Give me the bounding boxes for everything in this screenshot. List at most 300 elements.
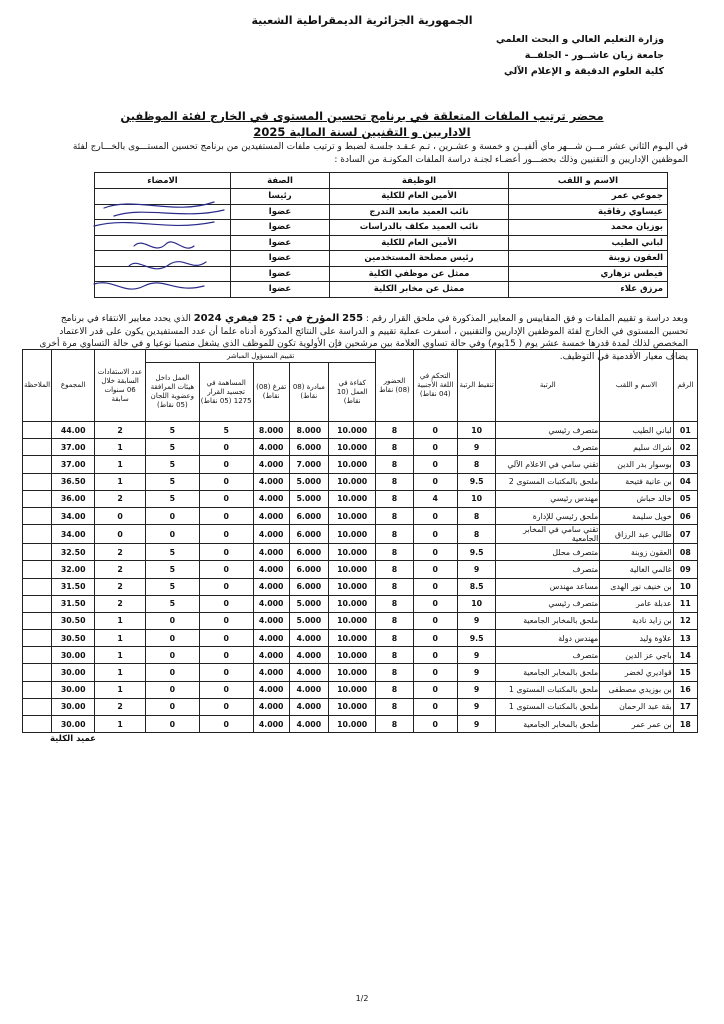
document-title [0,108,724,140]
row-total: 34.00 [52,507,95,524]
row-competence: 10.000 [329,647,376,664]
row-initiative: 6.000 [289,544,328,561]
row-total: 37.00 [52,439,95,456]
row-previous: 1 [95,456,146,473]
institution-header [424,32,664,80]
committee-member-role: عضوا [231,266,330,282]
row-contribution: 0 [199,544,253,561]
row-previous: 2 [95,698,146,715]
table-row [23,681,698,698]
header-committees: العمل داخل هيئات المرافقة وعضوية اللجان (05 نقاط) [146,363,200,422]
row-contribution: 0 [199,507,253,524]
row-contribution: 0 [199,612,253,629]
row-dedication: 4.000 [253,525,289,544]
row-language: 0 [413,630,457,647]
row-committees: 5 [146,595,200,612]
row-attendance: 8 [376,456,413,473]
table-row [23,507,698,524]
row-language: 0 [413,507,457,524]
committee-member-function: الأمين العام للكلية [330,235,509,251]
committee-row [95,220,668,236]
row-rank: متصرف [496,647,600,664]
row-note [23,561,52,578]
committee-row [95,235,668,251]
row-name: علاوة وليد [600,630,673,647]
row-rank: مهندس دولة [496,630,600,647]
row-total: 31.50 [52,578,95,595]
row-total: 37.00 [52,456,95,473]
committee-member-name: جموعي عمر [509,189,668,205]
row-num: 01 [673,422,697,439]
table-row [23,490,698,507]
row-language: 0 [413,456,457,473]
table-row [23,561,698,578]
row-initiative: 4.000 [289,664,328,681]
committee-member-function: نائب العميد مابعد التدرج [330,204,509,220]
row-rank: ملحق بالمكتبات المستوى 1 [496,698,600,715]
row-total: 31.50 [52,595,95,612]
row-language: 0 [413,578,457,595]
row-rank: تقني سامي في المخابر الجامعية [496,525,600,544]
row-competence: 10.000 [329,716,376,733]
row-rank: متصرف [496,561,600,578]
row-language: 0 [413,525,457,544]
committee-member-name: لباني الطيب [509,235,668,251]
row-num: 15 [673,664,697,681]
row-name: العقون زوبنة [600,544,673,561]
row-previous: 1 [95,664,146,681]
row-previous: 2 [95,578,146,595]
row-total: 32.00 [52,561,95,578]
row-committees: 0 [146,525,200,544]
row-num: 08 [673,544,697,561]
row-previous: 1 [95,647,146,664]
header-num: الرقم [673,350,697,422]
committee-member-role: عضوا [231,251,330,267]
row-rank-grade: 8 [457,525,496,544]
row-competence: 10.000 [329,595,376,612]
header-total: المجموع [52,350,95,422]
row-note [23,507,52,524]
committee-table [94,172,668,298]
row-attendance: 8 [376,525,413,544]
row-previous: 1 [95,612,146,629]
committee-member-name: العقون زوبنة [509,251,668,267]
row-contribution: 0 [199,490,253,507]
row-rank-grade: 9 [457,612,496,629]
row-contribution: 0 [199,698,253,715]
row-name: بقة عبد الرحمان [600,698,673,715]
row-committees: 5 [146,544,200,561]
row-committees: 5 [146,561,200,578]
row-rank: متصرف [496,439,600,456]
row-competence: 10.000 [329,698,376,715]
row-language: 0 [413,561,457,578]
row-initiative: 5.000 [289,473,328,490]
row-language: 0 [413,716,457,733]
row-num: 13 [673,630,697,647]
row-name: قواديري لخضر [600,664,673,681]
row-committees: 0 [146,630,200,647]
row-num: 10 [673,578,697,595]
row-dedication: 4.000 [253,578,289,595]
header-contribution: المساهمة في تجسيد القرار 1275 (05 نقاط) [199,363,253,422]
committee-row [95,266,668,282]
row-num: 06 [673,507,697,524]
page-number: 1/2 [355,994,369,1003]
decision-date: 25 فيفري 2024 [193,313,276,324]
row-total: 30.00 [52,698,95,715]
header-notes: الملاحظة [23,350,52,422]
row-attendance: 8 [376,595,413,612]
row-note [23,595,52,612]
row-committees: 5 [146,422,200,439]
row-committees: 5 [146,490,200,507]
row-attendance: 8 [376,561,413,578]
row-attendance: 8 [376,439,413,456]
row-language: 0 [413,647,457,664]
row-competence: 10.000 [329,525,376,544]
committee-member-role: عضوا [231,204,330,220]
row-attendance: 8 [376,664,413,681]
row-rank-grade: 9 [457,698,496,715]
row-note [23,664,52,681]
row-previous: 2 [95,422,146,439]
committee-row [95,189,668,205]
row-previous: 2 [95,595,146,612]
row-rank-grade: 9 [457,647,496,664]
row-attendance: 8 [376,716,413,733]
row-initiative: 4.000 [289,716,328,733]
table-row [23,664,698,681]
row-initiative: 5.000 [289,595,328,612]
row-dedication: 4.000 [253,473,289,490]
table-row [23,612,698,629]
row-total: 30.00 [52,647,95,664]
row-num: 07 [673,525,697,544]
row-committees: 5 [146,439,200,456]
row-language: 4 [413,490,457,507]
row-total: 44.00 [52,422,95,439]
row-initiative: 6.000 [289,507,328,524]
row-name: بن عمر عمر [600,716,673,733]
row-note [23,439,52,456]
row-rank-grade: 9.5 [457,473,496,490]
row-note [23,525,52,544]
results-table [22,349,698,733]
committee-member-role: عضوا [231,235,330,251]
row-dedication: 4.000 [253,507,289,524]
row-rank-grade: 9.5 [457,544,496,561]
row-name: باجي عز الدين [600,647,673,664]
row-language: 0 [413,681,457,698]
row-dedication: 4.000 [253,716,289,733]
row-rank: ملحق بالمكتبات المستوى 1 [496,681,600,698]
row-name: خويل سليمة [600,507,673,524]
row-name: طالبي عبد الرزاق [600,525,673,544]
table-row [23,422,698,439]
row-rank: ملحق رئيسي للإدارة [496,507,600,524]
committee-member-role: عضوا [231,220,330,236]
row-total: 30.50 [52,612,95,629]
row-committees: 5 [146,578,200,595]
row-competence: 10.000 [329,681,376,698]
row-note [23,698,52,715]
row-num: 09 [673,561,697,578]
row-dedication: 4.000 [253,595,289,612]
row-rank-grade: 9 [457,681,496,698]
row-attendance: 8 [376,422,413,439]
row-language: 0 [413,473,457,490]
row-dedication: 4.000 [253,439,289,456]
row-dedication: 4.000 [253,612,289,629]
committee-header-name: الاسم و اللقب [509,173,668,189]
row-num: 03 [673,456,697,473]
row-initiative: 7.000 [289,456,328,473]
committee-member-function: الأمين العام للكلية [330,189,509,205]
row-initiative: 6.000 [289,525,328,544]
row-contribution: 0 [199,561,253,578]
row-name: بن بوزيدي مصطفى [600,681,673,698]
row-previous: 1 [95,681,146,698]
row-rank: ملحق بالمخابر الجامعية [496,716,600,733]
table-row [23,647,698,664]
row-rank: مهندس رئيسي [496,490,600,507]
row-rank-grade: 8.5 [457,578,496,595]
table-row [23,698,698,715]
row-name: عدبلة عامر [600,595,673,612]
committee-member-name: مرزق علاء [509,282,668,298]
row-total: 30.00 [52,681,95,698]
row-competence: 10.000 [329,507,376,524]
row-name: غالمي الغالية [600,561,673,578]
row-contribution: 0 [199,456,253,473]
row-language: 0 [413,664,457,681]
row-committees: 0 [146,507,200,524]
row-language: 0 [413,698,457,715]
row-contribution: 0 [199,439,253,456]
row-language: 0 [413,439,457,456]
row-rank-grade: 10 [457,490,496,507]
results-body [23,422,698,733]
row-rank: ملحق بالمخابر الجامعية [496,664,600,681]
row-total: 30.00 [52,664,95,681]
row-previous: 2 [95,561,146,578]
row-committees: 5 [146,473,200,490]
row-rank-grade: 9 [457,716,496,733]
row-initiative: 5.000 [289,612,328,629]
committee-member-role: رئيسا [231,189,330,205]
row-num: 11 [673,595,697,612]
row-rank: ملحق بالمكتبات المستوى 2 [496,473,600,490]
republic-header: الجمهورية الجزائرية الديمقراطية الشعبية [251,14,473,27]
row-total: 30.50 [52,630,95,647]
ministry-name: وزارة التعليم العالي و البحث العلمي [496,34,664,45]
committee-member-name: بوزيان محمد [509,220,668,236]
committee-header-signature: الامضاء [95,173,231,189]
row-initiative: 4.000 [289,647,328,664]
row-rank-grade: 9.5 [457,630,496,647]
committee-member-role: عضوا [231,282,330,298]
row-rank: مساعد مهندس [496,578,600,595]
row-attendance: 8 [376,473,413,490]
row-contribution: 0 [199,525,253,544]
row-total: 30.00 [52,716,95,733]
header-previous: عدد الاستفادات السابقة خلال 06 سنوات سابقة [95,350,146,422]
row-competence: 10.000 [329,422,376,439]
row-committees: 0 [146,681,200,698]
header-competence: كفاءة في العمل (10 نقاط) [329,363,376,422]
row-previous: 2 [95,544,146,561]
row-contribution: 5 [199,422,253,439]
row-note [23,647,52,664]
row-rank-grade: 9 [457,664,496,681]
header-attendance: الحضور (08) نقاط [376,350,413,422]
row-competence: 10.000 [329,544,376,561]
table-row [23,439,698,456]
row-committees: 0 [146,698,200,715]
row-contribution: 0 [199,473,253,490]
row-previous: 2 [95,490,146,507]
row-dedication: 4.000 [253,698,289,715]
row-committees: 0 [146,647,200,664]
row-initiative: 6.000 [289,561,328,578]
row-dedication: 4.000 [253,561,289,578]
row-initiative: 4.000 [289,681,328,698]
table-row [23,456,698,473]
row-initiative: 8.000 [289,422,328,439]
table-row [23,578,698,595]
committee-row [95,251,668,267]
row-note [23,422,52,439]
committee-member-name: فيطس تزهاري [509,266,668,282]
committee-member-function: ممثل عن موظفي الكلية [330,266,509,282]
row-attendance: 8 [376,507,413,524]
row-competence: 10.000 [329,664,376,681]
row-previous: 1 [95,473,146,490]
row-num: 17 [673,698,697,715]
row-attendance: 8 [376,578,413,595]
row-attendance: 8 [376,647,413,664]
committee-member-signature [95,220,231,236]
row-attendance: 8 [376,681,413,698]
header-initiative: مبادرة (08 نقاط) [289,363,328,422]
committee-member-function: نائب العميد مكلف بالدراسات [330,220,509,236]
row-previous: 1 [95,630,146,647]
row-note [23,630,52,647]
committee-member-signature [95,266,231,282]
row-rank-grade: 9 [457,561,496,578]
row-dedication: 4.000 [253,490,289,507]
header-language: التحكم في اللغة الأجنبية (04 نقاط) [413,350,457,422]
decision-number: 255 [342,313,364,324]
results-header-row-1 [23,350,698,363]
committee-member-signature [95,189,231,205]
row-dedication: 4.000 [253,630,289,647]
header-supervisor: تقييم المسؤول المباشر [146,350,376,363]
intro-paragraph: في اليـوم الثاني عشر مـــن شـــهر ماي ألفيــن و خمسة و عشـرين ، تـم عـقـد جلسـة لضبط و ترتيب ملفات المستفيدين من برنامج تحسين المستـــوى بالخـــارج لفئة الموظفين الإداريين و التقنيين وذلك بحضـــور أعضـاء لجنـة دراسة الملفات المكونـة من السادة : [72,142,688,165]
committee-row [95,204,668,220]
row-contribution: 0 [199,664,253,681]
committee-header-row [95,173,668,189]
committee-member-signature [95,204,231,220]
row-rank: تقني سامي في الاعلام الآلي [496,456,600,473]
table-row [23,525,698,544]
row-contribution: 0 [199,647,253,664]
row-rank-grade: 10 [457,595,496,612]
row-dedication: 8.000 [253,422,289,439]
row-dedication: 4.000 [253,647,289,664]
dean-signature-label: عميد الكلية [50,734,96,744]
committee-member-function: ممثل عن مخابر الكلية [330,282,509,298]
row-note [23,456,52,473]
row-previous: 0 [95,525,146,544]
row-rank: متصرف رئيسي [496,422,600,439]
row-note [23,716,52,733]
row-competence: 10.000 [329,578,376,595]
committee-member-name: عيساوي رقاقية [509,204,668,220]
row-language: 0 [413,612,457,629]
row-total: 36.50 [52,473,95,490]
row-dedication: 4.000 [253,456,289,473]
row-attendance: 8 [376,490,413,507]
evaluation-paragraph: وبعد دراسة و تقييم الملفات و فق المقاييس و المعايير المذكورة في ملحق القرار رقم : 255 المؤرخ في : 25 فيفري 2024 الذي يحدد معايير الانتقاء في برنامج تحسين المستوى في الخارج لفئة الموظفين الإداريين والتقنيين ، أسفرت عملية تقييم و الدراسة على النتائج المذكورة أدناه علما أن عدد المستفيدين يكون على قدر الاعتماد المخصص لذلك لمدة قدرها خمسة عشر يوم ( 15يوم) وفي حالة تساوي العلامة بين مرشحين فإن الأولوية تكون للموظف الذي يشغل منصبا نوعيا و في حالة التساوي مرة أخرى يضاف معيار الأقدمية في التوظيف. [39,313,688,362]
row-competence: 10.000 [329,490,376,507]
header-rank: الرتبة [496,350,600,422]
row-language: 0 [413,595,457,612]
row-attendance: 8 [376,630,413,647]
table-row [23,716,698,733]
committee-member-signature [95,282,231,298]
committee-row [95,282,668,298]
row-rank-grade: 8 [457,507,496,524]
row-name: لباني الطيب [600,422,673,439]
row-contribution: 0 [199,681,253,698]
header-rank-grade: تنقيط الرتبة [457,350,496,422]
row-competence: 10.000 [329,612,376,629]
faculty-name: كلية العلوم الدقيقة و الإعلام الآلي [504,66,664,77]
row-initiative: 4.000 [289,630,328,647]
row-contribution: 0 [199,716,253,733]
row-note [23,544,52,561]
row-contribution: 0 [199,630,253,647]
row-language: 0 [413,544,457,561]
row-name: شراك سليم [600,439,673,456]
row-name: بن خنيف نور الهدى [600,578,673,595]
header-dedication: تفرغ (08) نقاط) [253,363,289,422]
row-rank: متصرف محلل [496,544,600,561]
row-competence: 10.000 [329,473,376,490]
table-row [23,473,698,490]
row-name: بن عانية فتيحة [600,473,673,490]
title-line-1: محضر ترتيب الملفات المتعلقة في برنامج تحسين المستوى في الخارج لفئة الموظفين [120,109,604,123]
row-committees: 5 [146,456,200,473]
row-dedication: 4.000 [253,664,289,681]
committee-header-function: الوظيفة [330,173,509,189]
row-language: 0 [413,422,457,439]
row-rank: متصرف رئيسي [496,595,600,612]
row-competence: 10.000 [329,456,376,473]
row-num: 04 [673,473,697,490]
row-contribution: 0 [199,595,253,612]
row-rank: ملحق بالمخابر الجامعية [496,612,600,629]
row-dedication: 4.000 [253,544,289,561]
row-rank-grade: 8 [457,456,496,473]
row-committees: 0 [146,612,200,629]
row-dedication: 4.000 [253,681,289,698]
row-rank-grade: 9 [457,439,496,456]
university-name: جامعة زيان عاشــور - الجلفــة [524,50,664,61]
